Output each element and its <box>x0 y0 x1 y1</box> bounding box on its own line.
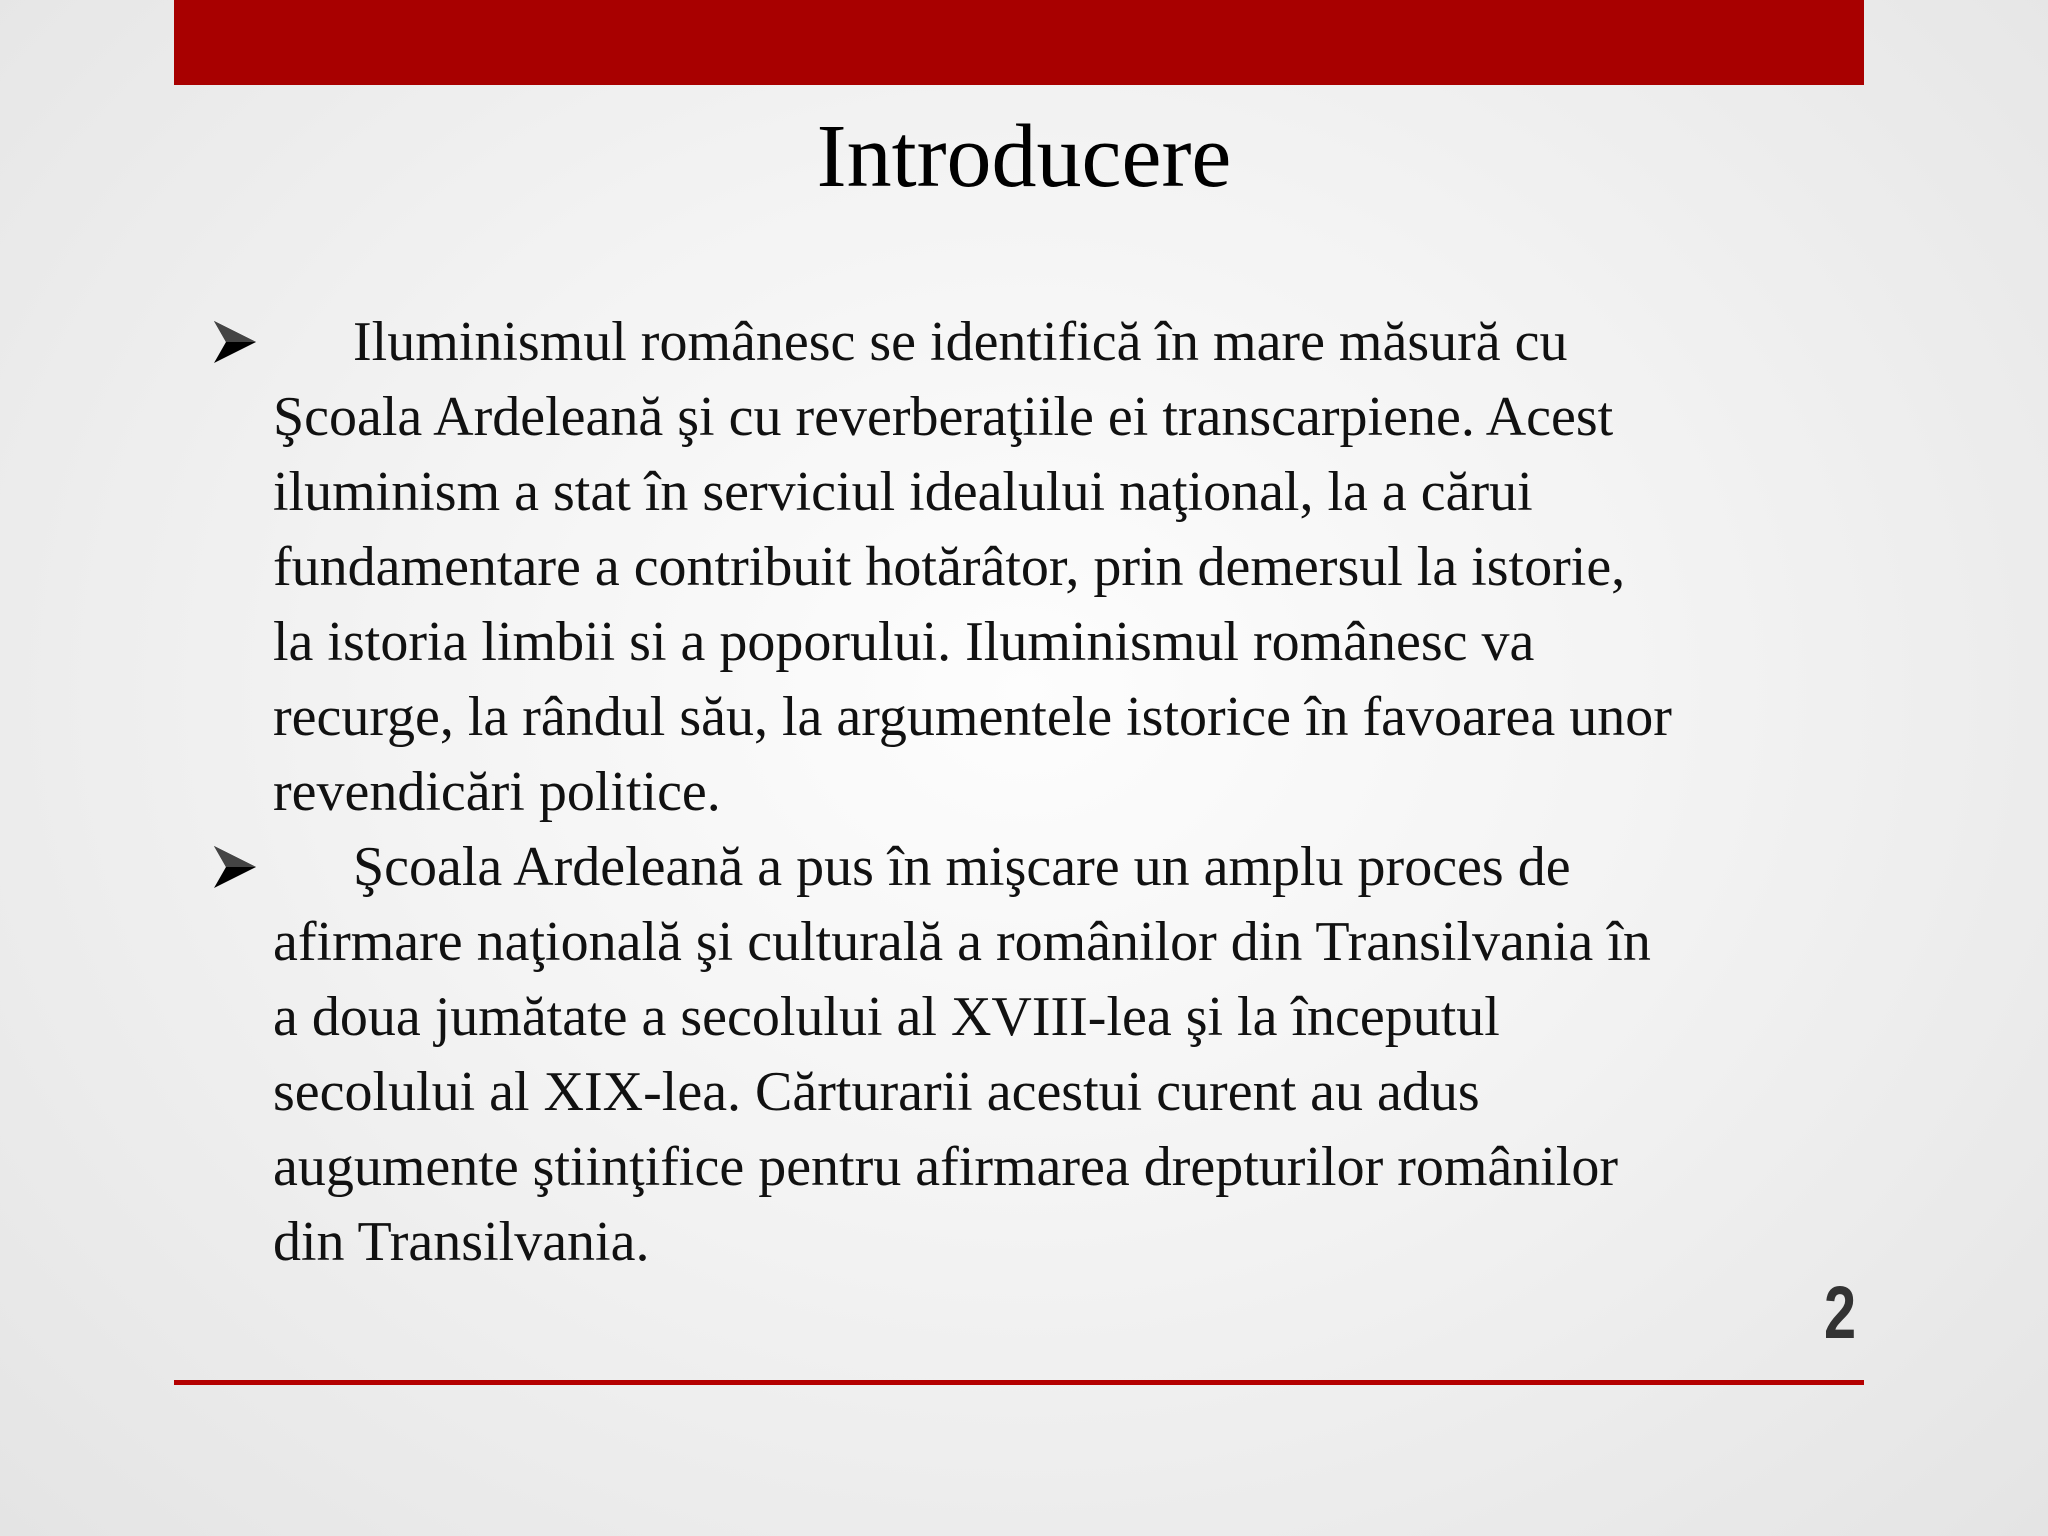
slide-title: Introducere <box>816 107 1232 206</box>
page-number: 2 <box>1823 1271 1856 1354</box>
bullet-text-line: Şcoala Ardeleană a pus în mişcare un amplu proces de <box>353 836 1571 898</box>
arrowhead-bullet-icon <box>212 317 258 367</box>
bullet-text-line: afirmare naţională şi culturală a românilor din Transilvania în <box>273 911 1651 973</box>
bottom-accent-line <box>174 1380 1864 1385</box>
bullet-text-line: recurge, la rândul său, la argumentele istorice în favoarea unor <box>273 686 1672 748</box>
bullet-text-line: augumente ştiinţifice pentru afirmarea drepturilor românilor <box>273 1136 1619 1198</box>
slide-content <box>210 305 1850 1280</box>
bullet-text-line: revendicări politice. <box>273 761 721 823</box>
top-accent-band <box>174 0 1864 85</box>
bullet-text-line: a doua jumătate a secolului al XVIII-lea şi la începutul <box>273 986 1500 1048</box>
bullet-text-line: din Transilvania. <box>273 1211 650 1273</box>
arrowhead-bullet-icon <box>212 842 258 892</box>
bullet-text-line: secolului al XIX-lea. Cărturarii acestui curent au adus <box>273 1061 1480 1123</box>
bullet-text-line: fundamentare a contribuit hotărâtor, prin demersul la istorie, <box>273 536 1626 598</box>
bullet-text-line: Iluminismul românesc se identifică în mare măsură cu <box>353 311 1568 373</box>
bullet-text-line: la istoria limbii si a poporului. Iluminismul românesc va <box>273 611 1535 673</box>
bullet-text-line: iluminism a stat în serviciul idealului naţional, la a cărui <box>273 461 1533 523</box>
bullet-text-line: Şcoala Ardeleană şi cu reverberaţiile ei transcarpiene. Acest <box>273 386 1614 448</box>
bullet-item <box>210 305 1850 830</box>
bullet-item <box>210 830 1850 1280</box>
